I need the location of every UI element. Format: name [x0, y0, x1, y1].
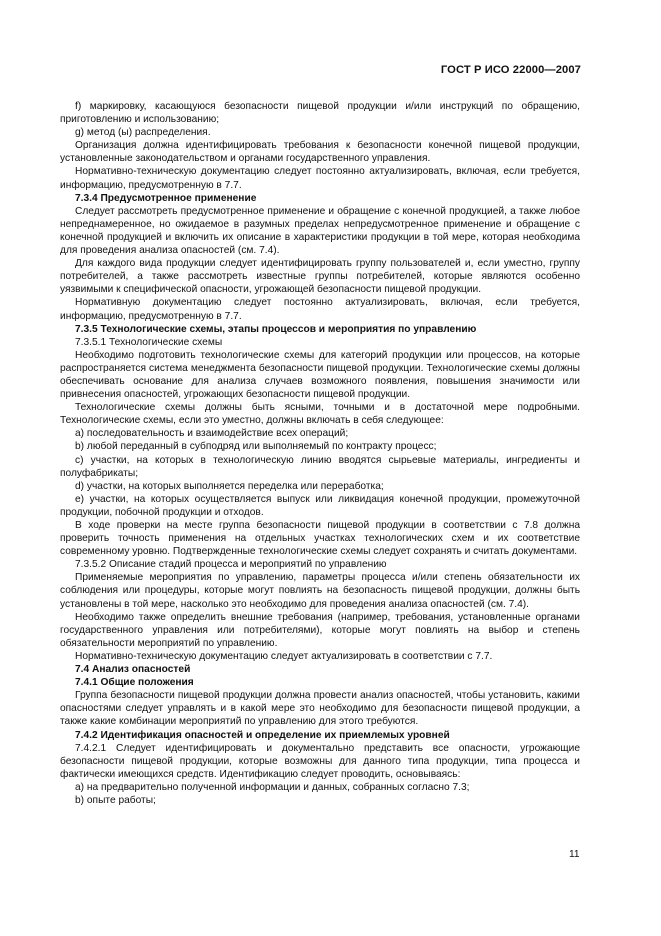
paragraph: В ходе проверки на месте группа безопасности пищевой продукции в соответствии с 7.8 должна проверить точность применения на отдельных участках технологических схем и их соответствие современному уровню. Подтвержденные технологические схемы следует сохранять и считать документами.: [60, 520, 580, 558]
paragraph: Следует рассмотреть предусмотренное применение и обращение с конечной продукцией, а также любое непреднамеренное, но ожидаемое в разумных пределах непредусмотренное применение и обращение с конечной продукцией и включить их описание в характеристики продукции в той мере, которая необходима для проведения анализа опасностей (см. 7.4).: [60, 205, 580, 257]
paragraph: g) метод (ы) распределения.: [75, 127, 211, 139]
paragraph: Нормативно-техническую документацию следует постоянно актуализировать, включая, если требуется, информацию, предусмотренную в 7.7.: [60, 166, 580, 191]
paragraph: b) опыте работы;: [75, 794, 156, 806]
paragraph: f) маркировку, касающуюся безопасности пищевой продукции и/или инструкций по обращению, приготовлению и использованию;: [60, 101, 580, 126]
document-header: ГОСТ Р ИСО 22000—2007: [440, 64, 581, 76]
section-heading: 7.4 Анализ опасностей: [75, 664, 191, 676]
paragraph: Для каждого вида продукции следует идентифицировать группу пользователей и, если уместно, группу потребителей, а также рассмотреть известные группы потребителей, которые являются особенно уязвимыми к специфической опасности, угрожающей безопасности пищевой продукции.: [60, 258, 580, 296]
paragraph: Применяемые мероприятия по управлению, параметры процесса и/или степень обязательности их соблюдения или процедуры, которые могут повлиять на безопасность пищевой продукции, должны быть установлены в той мере, насколько это необходимо для проведения анализа опасностей (см. 7.4).: [60, 572, 580, 610]
paragraph: Технологические схемы должны быть ясными, точными и в достаточной мере подробными. Технологические схемы, если это уместно, должны включать в себя следующее:: [60, 402, 580, 427]
section-heading: 7.4.2 Идентификация опасностей и определение их приемлемых уровней: [75, 729, 450, 741]
paragraph: Группа безопасности пищевой продукции должна провести анализ опасностей, чтобы установить, какими опасностями следует управлять и в какой мере это необходимо для безопасности пищевой продукции, а также какие комбинации мероприятий по управлению для этого требуются.: [60, 690, 580, 728]
paragraph: a) последовательность и взаимодействие всех операций;: [75, 428, 349, 440]
section-heading: 7.4.1 Общие положения: [75, 677, 194, 689]
subsection-heading: 7.3.5.2 Описание стадий процесса и мероприятий по управлению: [75, 559, 387, 571]
page-number: 11: [569, 849, 580, 860]
section-heading: 7.3.5 Технологические схемы, этапы процессов и мероприятия по управлению: [75, 323, 477, 335]
paragraph: e) участки, на которых осуществляется выпуск или ликвидация конечной продукции, промежуточной продукции, побочной продукции и отходов.: [60, 493, 580, 518]
paragraph: a) на предварительно полученной информации и данных, собранных согласно 7.3;: [75, 781, 470, 793]
subsection-heading: 7.3.5.1 Технологические схемы: [75, 336, 223, 348]
section-heading: 7.3.4 Предусмотренное применение: [75, 192, 257, 204]
paragraph: Необходимо также определить внешние требования (например, требования, установленные органами государственного управления или потребителями), которые могут повлиять на выбор и степень обязательности мероприятий по управлению.: [60, 611, 580, 649]
paragraph: 7.4.2.1 Следует идентифицировать и документально представить все опасности, угрожающие безопасности пищевой продукции, которые возможны для данного типа продукции, типа процесса и фактически имеющихся средств. Идентификацию следует проводить, основываясь:: [60, 742, 580, 780]
paragraph: Организация должна идентифицировать требования к безопасности конечной пищевой продукции, установленные законодательством и органами государственного управления.: [60, 140, 580, 165]
paragraph: Нормативную документацию следует постоянно актуализировать, включая, если требуется, информацию, предусмотренную в 7.7.: [60, 297, 580, 322]
document-body: [60, 100, 580, 807]
paragraph: Нормативно-техническую документацию следует актуализировать в соответствии с 7.7.: [75, 650, 493, 662]
paragraph: b) любой переданный в субподряд или выполняемый по контракту процесс;: [75, 441, 437, 453]
paragraph: Необходимо подготовить технологические схемы для категорий продукции или процессов, на которые распространяется система менеджмента безопасности пищевой продукции. Технологические схемы должны обеспечивать основание для анализа случаев возможного появления, повышения значимости или привнесения опасностей, угрожающих безопасности пищевой продукции.: [60, 349, 580, 401]
paragraph: c) участки, на которых в технологическую линию вводятся сырьевые материалы, ингредиенты и полуфабрикаты;: [60, 454, 580, 479]
paragraph: d) участки, на которых выполняется переделка или переработка;: [75, 480, 384, 492]
